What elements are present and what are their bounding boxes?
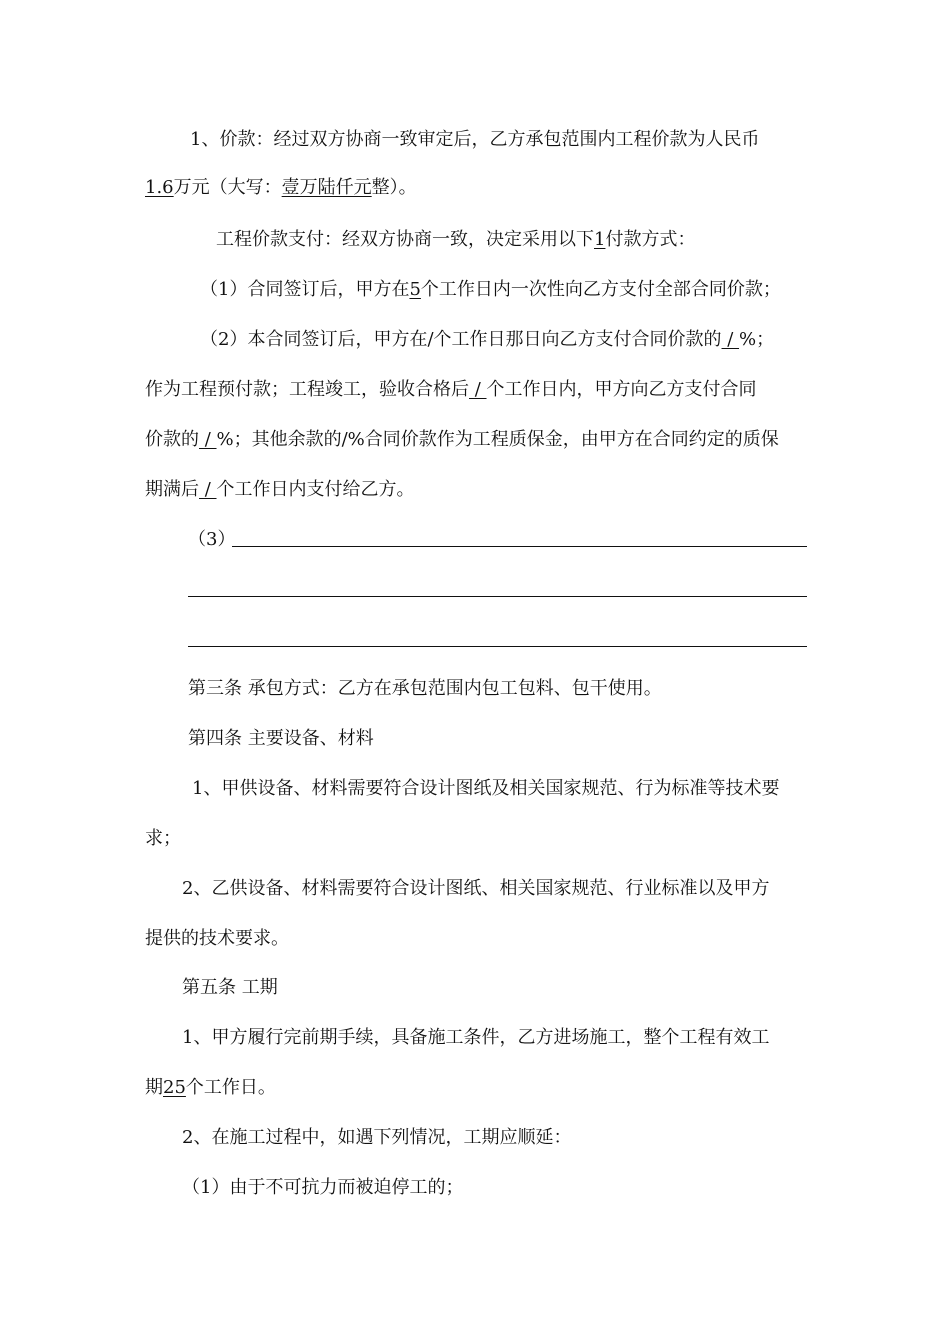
article-4-heading — [188, 727, 374, 751]
payment-method-number: 1 — [594, 229, 606, 250]
payment-method-text: 工程价款支付：经双方协商一致，决定采用以下 — [216, 229, 594, 250]
fill-in-line-1 — [232, 546, 807, 547]
option3-label: （3） — [188, 529, 236, 550]
article-4-item-1-line1 — [192, 777, 779, 801]
option2-blank-2: / — [469, 379, 487, 400]
payment-method-line — [216, 228, 695, 252]
article-5-item-2-sub-1-text: （1）由于不可抗力而被迫停工的； — [182, 1177, 464, 1198]
article-3-text: 第三条 承包方式：乙方在承包范围内包工包料、包干使用。 — [188, 678, 662, 699]
clause-price-line1 — [190, 128, 759, 152]
price-amount-words: 壹万陆仟元 — [281, 177, 372, 198]
payment-option-2-line1 — [200, 328, 774, 352]
article-4-text: 第四条 主要设备、材料 — [188, 728, 374, 749]
article-4-item-1-text: 1、甲供设备、材料需要符合设计图纸及相关国家规范、行为标准等技术要 — [192, 778, 780, 799]
article-5-item-2 — [182, 1126, 571, 1150]
price-end-text: 整）。 — [371, 177, 417, 198]
article-5-item-1-text-2: 期 — [145, 1077, 163, 1098]
option2-text-4-end: 个工作日内支付给乙方。 — [216, 479, 415, 500]
payment-option-2-line3 — [145, 428, 779, 452]
fill-in-line-2 — [188, 596, 807, 597]
payment-option-3-label — [188, 528, 235, 552]
payment-option-2-line4 — [145, 478, 415, 502]
option2-text-4: 期满后 — [145, 479, 199, 500]
article-4-item-2-text: 2、乙供设备、材料需要符合设计图纸、相关国家规范、行业标准以及甲方 — [182, 878, 770, 899]
article-5-heading — [182, 976, 278, 1000]
price-unit-text: 万元（大写： — [173, 177, 282, 198]
clause-price-line2 — [145, 176, 417, 200]
price-amount: 1.6 — [145, 177, 174, 198]
article-4-item-2-text-end: 提供的技术要求。 — [145, 928, 289, 949]
construction-days: 25 — [163, 1077, 186, 1098]
article-5-item-2-sub-1 — [182, 1176, 463, 1200]
option2-text-2-end: 个工作日内，甲方向乙方支付合同 — [486, 379, 757, 400]
option2-text: （2）本合同签订后，甲方在/个工作日那日向乙方支付合同价款的 — [200, 329, 722, 350]
article-4-item-2-line1 — [182, 877, 769, 901]
article-5-item-1-line1 — [182, 1026, 769, 1050]
article-3 — [188, 677, 662, 701]
article-5-item-1-line2 — [145, 1076, 276, 1100]
article-5-item-1-text: 1、甲方履行完前期手续，具备施工条件，乙方进场施工，整个工程有效工 — [182, 1027, 770, 1048]
article-4-item-2-line2 — [145, 927, 289, 951]
clause-price-text: 1、价款：经过双方协商一致审定后，乙方承包范围内工程价款为人民币 — [190, 129, 760, 150]
fill-in-line-3 — [188, 646, 807, 647]
article-4-item-1-text-end: 求； — [145, 828, 181, 849]
option2-percent-1: %； — [739, 329, 775, 350]
article-5-item-1-text-end: 个工作日。 — [185, 1077, 276, 1098]
option2-text-3-end: %；其他余款的/%合同价款作为工程质保金，由甲方在合同约定的质保 — [216, 429, 779, 450]
article-5-item-2-text: 2、在施工过程中，如遇下列情况，工期应顺延： — [182, 1127, 572, 1148]
article-4-item-1-line2 — [145, 827, 181, 851]
option1-text-end: 个工作日内一次性向乙方支付全部合同价款； — [420, 279, 781, 300]
option2-blank-4: / — [199, 479, 217, 500]
payment-option-2-line2 — [145, 378, 757, 402]
option1-text: （1）合同签订后，甲方在 — [200, 279, 410, 300]
option1-days: 5 — [409, 279, 421, 300]
option2-text-2: 作为工程预付款；工程竣工，验收合格后 — [145, 379, 469, 400]
option2-blank-1: / — [721, 329, 740, 350]
payment-method-text-end: 付款方式： — [605, 229, 696, 250]
option2-blank-3: / — [199, 429, 217, 450]
option2-text-3: 价款的 — [145, 429, 199, 450]
article-5-text: 第五条 工期 — [182, 977, 278, 998]
payment-option-1 — [200, 278, 781, 302]
